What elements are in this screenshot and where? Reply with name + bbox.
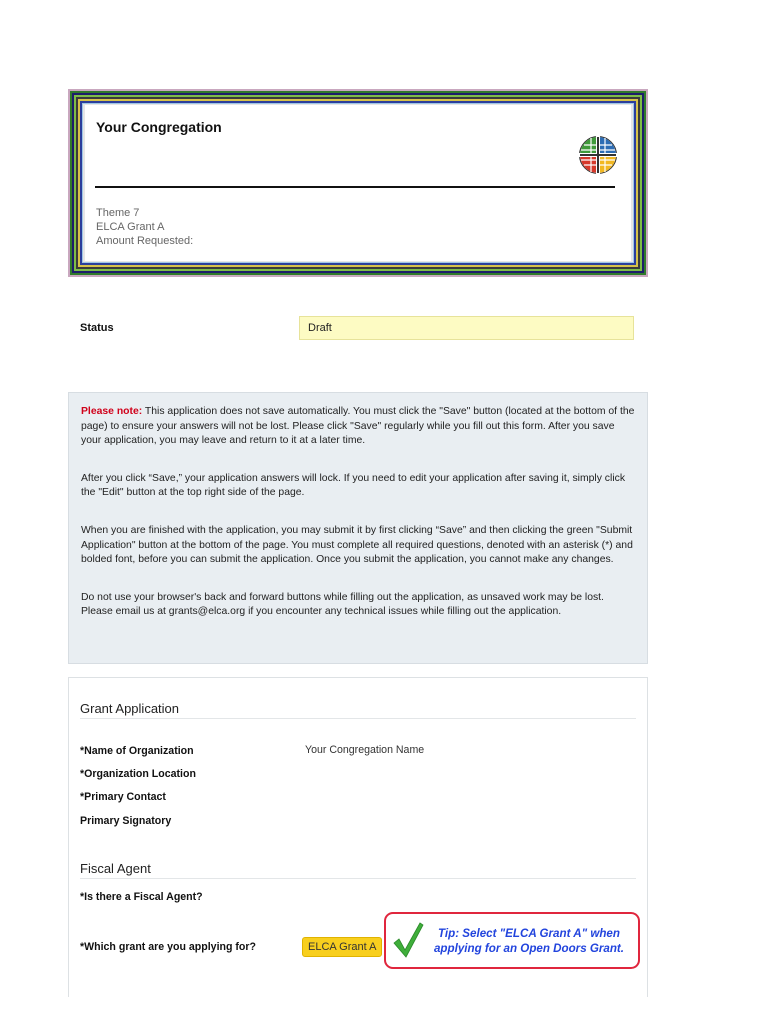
amount-requested-line: Amount Requested: [96,235,194,247]
section-divider [80,878,636,879]
name-of-organization-label: *Name of Organization [80,745,194,757]
name-of-organization-value[interactable]: Your Congregation Name [305,744,425,756]
tip-callout [384,912,640,969]
note-paragraph-2: After you click “Save,” your application answers will lock. If you need to edit your application after saving it, simply click the "Edit" button at the top right side of the page. [81,472,626,499]
note-text-1: This application does not save automatically. You must click the "Save" button (located at the bottom of the page) to ensure your answers will not be lost. Please click "Save" regularly while you fill out this form. After you save your application, you may leave and return to it at a later time. [81,406,635,447]
grant-application-title: Grant Application [80,701,180,716]
theme-line: Theme 7 [96,207,140,219]
tip-text: Tip: Select "ELCA Grant A" when applying for an Open Doors Grant. [433,927,625,955]
note-paragraph-4: Do not use your browser's back and forward buttons while filling out the application, as unsaved work may be lost. Please email us at grants@elca.org if you encounter any technical issues while filling out the application. [81,591,604,618]
congregation-title: Your Congregation [96,119,222,135]
which-grant-label: *Which grant are you applying for? [80,941,256,953]
status-field: Draft [299,316,634,340]
fiscal-agent-question-label: *Is there a Fiscal Agent? [80,891,203,903]
green-check-icon [392,919,424,959]
fiscal-agent-title: Fiscal Agent [80,861,151,876]
save-instructions-notice [68,392,648,664]
primary-contact-label: *Primary Contact [80,791,166,803]
section-divider [80,718,636,719]
note-paragraph-1 [81,405,635,449]
header-inner [85,105,631,261]
note-paragraph-3: When you are finished with the application, you may submit it by first clicking “Save” and then clicking the green "Submit Application" button at the bottom of the page. You must complete all required questions, denoted with an asterisk (*) and bolded font, before you can submit the application. Once you submit the application, you cannot make any changes. [81,524,633,566]
elca-cross-globe-logo-icon [578,135,618,175]
selected-grant-value[interactable]: ELCA Grant A [302,937,382,957]
header-divider [95,186,615,188]
note-lead: Please note: [81,406,143,417]
congregation-header-card [68,89,648,277]
grant-line: ELCA Grant A [96,221,165,233]
organization-location-label: *Organization Location [80,768,196,780]
status-label: Status [80,322,114,334]
primary-signatory-label: Primary Signatory [80,815,172,827]
